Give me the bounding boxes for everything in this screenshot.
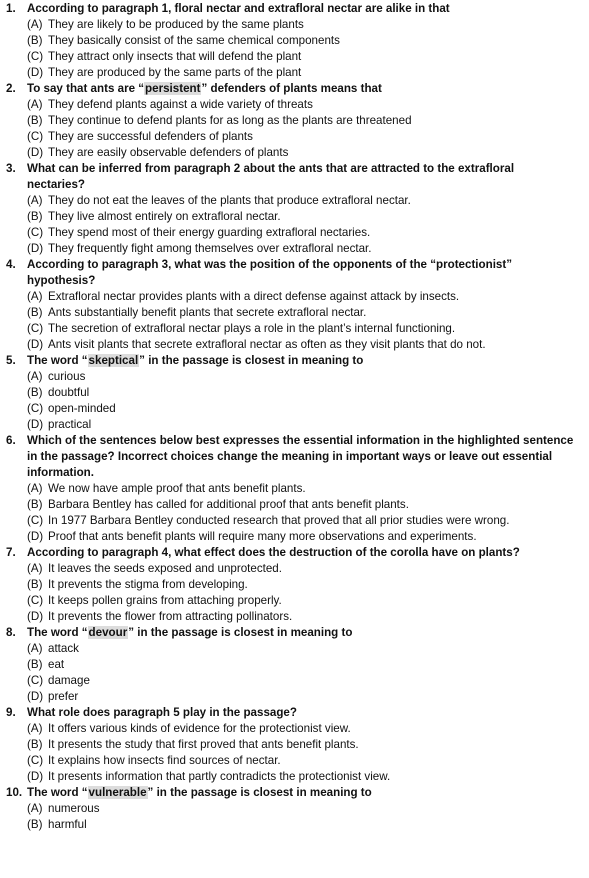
- option-letter: (B): [27, 386, 43, 399]
- answer-option[interactable]: [0, 65, 589, 81]
- option-text: It keeps pollen grains from attaching properly.: [48, 594, 282, 607]
- option-text: Ants substantially benefit plants that secrete extrafloral nectar.: [48, 306, 367, 319]
- question-text-line: [0, 1, 589, 17]
- answer-option[interactable]: [0, 593, 589, 609]
- answer-option[interactable]: [0, 753, 589, 769]
- option-text: They are successful defenders of plants: [48, 130, 253, 143]
- option-letter: (A): [27, 482, 43, 495]
- question-text-line: [0, 257, 589, 273]
- question-text-line: [0, 449, 589, 465]
- answer-option[interactable]: [0, 561, 589, 577]
- option-letter: (D): [27, 690, 44, 703]
- option-letter: (D): [27, 418, 44, 431]
- question-text: The word “: [27, 626, 88, 639]
- question-number: 9.: [6, 706, 16, 719]
- question-2: [0, 81, 589, 161]
- option-text: They are likely to be produced by the same plants: [48, 18, 304, 31]
- option-letter: (B): [27, 498, 43, 511]
- question-5: [0, 353, 589, 433]
- answer-option[interactable]: [0, 369, 589, 385]
- question-text: According to paragraph 3, what was the position of the opponents of the “protectionist”: [27, 258, 513, 271]
- option-letter: (B): [27, 114, 43, 127]
- option-text: harmful: [48, 818, 87, 831]
- option-letter: (A): [27, 722, 43, 735]
- option-letter: (D): [27, 66, 44, 79]
- question-text: The word “: [27, 786, 88, 799]
- answer-option[interactable]: [0, 577, 589, 593]
- question-text: ” defenders of plants means that: [201, 82, 382, 95]
- question-list: [0, 1, 589, 833]
- question-text-line: [0, 273, 589, 289]
- question-text: ” in the passage is closest in meaning to: [128, 626, 353, 639]
- option-text: They do not eat the leaves of the plants that produce extrafloral nectar.: [48, 194, 411, 207]
- question-number: 1.: [6, 2, 16, 15]
- option-text: They live almost entirely on extrafloral nectar.: [48, 210, 281, 223]
- answer-option[interactable]: [0, 97, 589, 113]
- question-text: What can be inferred from paragraph 2 about the ants that are attracted to the extrafloral: [27, 162, 515, 175]
- option-letter: (D): [27, 530, 44, 543]
- option-text: It prevents the stigma from developing.: [48, 578, 248, 591]
- option-text: practical: [48, 418, 92, 431]
- option-letter: (C): [27, 50, 44, 63]
- question-number: 6.: [6, 434, 16, 447]
- question-text-line: [0, 625, 589, 641]
- option-text: prefer: [48, 690, 79, 703]
- option-letter: (B): [27, 210, 43, 223]
- option-letter: (D): [27, 770, 44, 783]
- highlighted-word: devour: [88, 626, 128, 639]
- option-letter: (B): [27, 306, 43, 319]
- option-letter: (B): [27, 578, 43, 591]
- option-letter: (C): [27, 754, 44, 767]
- question-text: To say that ants are “: [27, 82, 145, 95]
- answer-option[interactable]: [0, 641, 589, 657]
- option-letter: (A): [27, 802, 43, 815]
- option-letter: (A): [27, 370, 43, 383]
- question-text: in the passage? Incorrect choices change the meaning in important ways or leave out essential: [27, 450, 553, 463]
- question-1: [0, 1, 589, 81]
- question-text-line: [0, 705, 589, 721]
- question-text: ” in the passage is closest in meaning to: [147, 786, 372, 799]
- option-letter: (A): [27, 18, 43, 31]
- answer-option[interactable]: [0, 129, 589, 145]
- option-text: They are easily observable defenders of plants: [48, 146, 289, 159]
- option-text: Extrafloral nectar provides plants with a direct defense against attack by insects.: [48, 290, 460, 303]
- option-letter: (C): [27, 674, 44, 687]
- option-text: The secretion of extrafloral nectar plays a role in the plant’s internal functioning.: [48, 322, 456, 335]
- option-letter: (D): [27, 242, 44, 255]
- answer-option[interactable]: [0, 513, 589, 529]
- question-text-line: [0, 353, 589, 369]
- option-text: It explains how insects find sources of nectar.: [48, 754, 281, 767]
- option-text: It offers various kinds of evidence for the protectionist view.: [48, 722, 351, 735]
- answer-option[interactable]: [0, 193, 589, 209]
- answer-option[interactable]: [0, 673, 589, 689]
- answer-option[interactable]: [0, 529, 589, 545]
- highlighted-word: persistent: [145, 82, 201, 95]
- question-text: According to paragraph 1, floral nectar and extrafloral nectar are alike in that: [27, 2, 450, 15]
- question-text-line: [0, 161, 589, 177]
- option-letter: (C): [27, 130, 44, 143]
- answer-option[interactable]: [0, 497, 589, 513]
- answer-option[interactable]: [0, 721, 589, 737]
- question-text-line: [0, 785, 589, 801]
- option-text: doubtful: [48, 386, 90, 399]
- answer-option[interactable]: [0, 737, 589, 753]
- question-8: [0, 625, 589, 705]
- answer-option[interactable]: [0, 241, 589, 257]
- option-letter: (B): [27, 738, 43, 751]
- question-text-line: [0, 81, 589, 97]
- option-letter: (C): [27, 322, 44, 335]
- answer-option[interactable]: [0, 385, 589, 401]
- question-3: [0, 161, 589, 257]
- option-letter: (A): [27, 194, 43, 207]
- option-letter: (B): [27, 34, 43, 47]
- option-text: It presents the study that first proved that ants benefit plants.: [48, 738, 359, 751]
- question-text: ” in the passage is closest in meaning to: [139, 354, 364, 367]
- question-4: [0, 257, 589, 353]
- question-text: What role does paragraph 5 play in the passage?: [27, 706, 297, 719]
- answer-option[interactable]: [0, 689, 589, 705]
- question-number: 7.: [6, 546, 16, 559]
- answer-option[interactable]: [0, 609, 589, 625]
- option-text: They continue to defend plants for as long as the plants are threatened: [48, 114, 412, 127]
- answer-option[interactable]: [0, 225, 589, 241]
- question-number: 4.: [6, 258, 16, 271]
- answer-option[interactable]: [0, 145, 589, 161]
- question-text-line: [0, 177, 589, 193]
- question-10: [0, 785, 589, 833]
- answer-option[interactable]: [0, 401, 589, 417]
- question-text: According to paragraph 4, what effect does the destruction of the corolla have on plants?: [27, 546, 520, 559]
- option-text: They attract only insects that will defend the plant: [48, 50, 302, 63]
- option-letter: (D): [27, 610, 44, 623]
- question-text-line: [0, 545, 589, 561]
- option-letter: (B): [27, 818, 43, 831]
- question-text-line: [0, 465, 589, 481]
- option-text: Proof that ants benefit plants will require many more observations and experiments.: [48, 530, 477, 543]
- option-text: damage: [48, 674, 90, 687]
- option-letter: (A): [27, 642, 43, 655]
- option-text: It leaves the seeds exposed and unprotected.: [48, 562, 282, 575]
- question-text-line: [0, 433, 589, 449]
- option-letter: (D): [27, 146, 44, 159]
- question-number: 5.: [6, 354, 16, 367]
- answer-option[interactable]: [0, 33, 589, 49]
- question-number: 3.: [6, 162, 16, 175]
- answer-option[interactable]: [0, 305, 589, 321]
- highlighted-word: vulnerable: [88, 786, 147, 799]
- answer-option[interactable]: [0, 417, 589, 433]
- answer-option[interactable]: [0, 321, 589, 337]
- question-9: [0, 705, 589, 785]
- option-letter: (C): [27, 226, 44, 239]
- answer-option[interactable]: [0, 49, 589, 65]
- option-text: eat: [48, 658, 65, 671]
- option-text: We now have ample proof that ants benefit plants.: [48, 482, 306, 495]
- option-text: open-minded: [48, 402, 116, 415]
- option-letter: (C): [27, 594, 44, 607]
- option-text: In 1977 Barbara Bentley conducted research that proved that all prior studies were wrong.: [48, 514, 510, 527]
- option-text: Ants visit plants that secrete extrafloral nectar as often as they visit plants that do not.: [48, 338, 486, 351]
- question-number: 8.: [6, 626, 16, 639]
- option-text: numerous: [48, 802, 100, 815]
- question-text: hypothesis?: [27, 274, 96, 287]
- answer-option[interactable]: [0, 801, 589, 817]
- answer-option[interactable]: [0, 769, 589, 785]
- answer-option[interactable]: [0, 289, 589, 305]
- question-7: [0, 545, 589, 625]
- answer-option[interactable]: [0, 113, 589, 129]
- option-text: They basically consist of the same chemical components: [48, 34, 340, 47]
- option-text: They defend plants against a wide variety of threats: [48, 98, 313, 111]
- option-text: curious: [48, 370, 86, 383]
- option-letter: (A): [27, 562, 43, 575]
- question-6: [0, 433, 589, 545]
- highlighted-word: skeptical: [88, 354, 139, 367]
- option-text: Barbara Bentley has called for additional proof that ants benefit plants.: [48, 498, 409, 511]
- option-text: It presents information that partly contradicts the protectionist view.: [48, 770, 391, 783]
- answer-option[interactable]: [0, 209, 589, 225]
- answer-option[interactable]: [0, 657, 589, 673]
- option-letter: (C): [27, 402, 44, 415]
- question-number: 10.: [6, 786, 23, 799]
- question-text: Which of the sentences below best expresses the essential information in the highlighted sentence: [27, 434, 574, 447]
- question-text: information.: [27, 466, 94, 479]
- option-letter: (A): [27, 98, 43, 111]
- answer-option[interactable]: [0, 481, 589, 497]
- option-text: They frequently fight among themselves over extrafloral nectar.: [48, 242, 372, 255]
- option-text: It prevents the flower from attracting pollinators.: [48, 610, 293, 623]
- option-letter: (B): [27, 658, 43, 671]
- answer-option[interactable]: [0, 817, 589, 833]
- option-letter: (C): [27, 514, 44, 527]
- option-letter: (D): [27, 338, 44, 351]
- question-text: nectaries?: [27, 178, 85, 191]
- option-text: They spend most of their energy guarding extrafloral nectaries.: [48, 226, 371, 239]
- option-text: They are produced by the same parts of the plant: [48, 66, 302, 79]
- option-letter: (A): [27, 290, 43, 303]
- question-number: 2.: [6, 82, 16, 95]
- option-text: attack: [48, 642, 79, 655]
- answer-option[interactable]: [0, 17, 589, 33]
- answer-option[interactable]: [0, 337, 589, 353]
- question-text: The word “: [27, 354, 88, 367]
